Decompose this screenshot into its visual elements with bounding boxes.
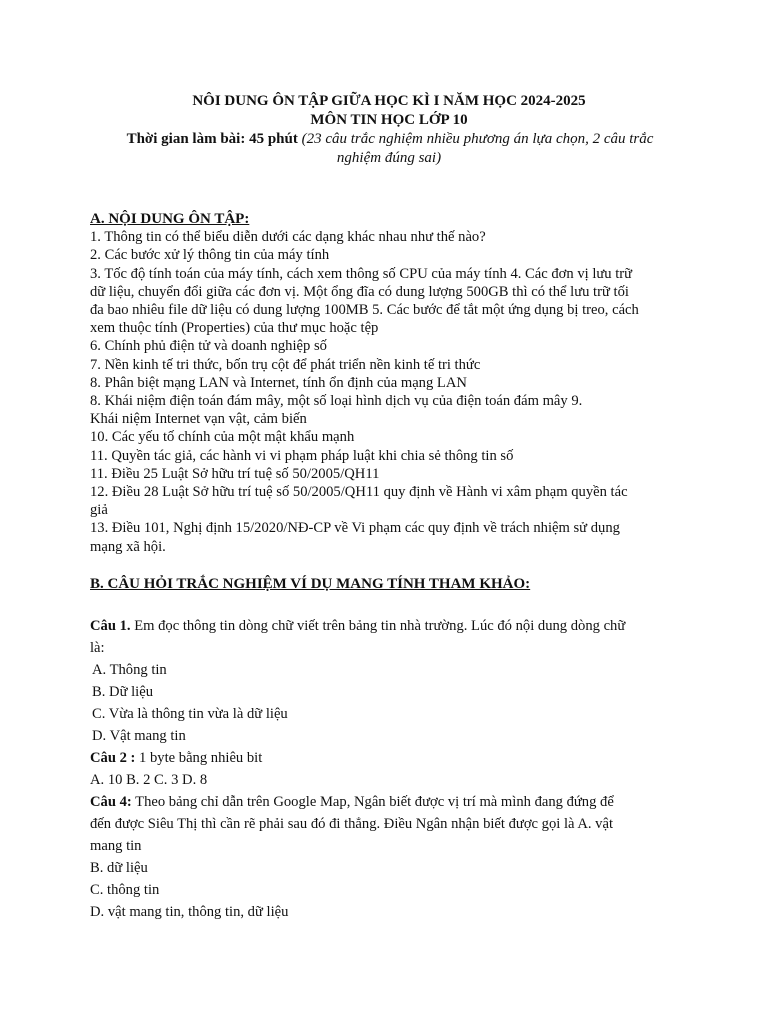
section-a-line: 10. Các yếu tố chính của một mật khẩu mạnh	[90, 429, 355, 446]
section-a-line: dữ liệu, chuyển đổi giữa các đơn vị. Một ổng đĩa có dung lượng 500GB thì có thể lưu trữ tối	[90, 283, 629, 300]
question-1-option: A. Thông tin	[92, 661, 167, 678]
question-4-option: C. thông tin	[90, 881, 160, 898]
question-2-options: A. 10 B. 2 C. 3 D. 8	[90, 771, 208, 788]
section-a-line: 2. Các bước xử lý thông tin của máy tính	[90, 247, 330, 264]
section-a-line: giả	[90, 502, 108, 519]
question-1	[90, 615, 688, 637]
question-4-label: Câu 4:	[90, 793, 132, 810]
section-a-line: 11. Điều 25 Luật Sở hữu trí tuệ số 50/2005/QH11	[90, 465, 380, 482]
section-a	[90, 210, 688, 556]
section-a-line: xem thuộc tính (Properties) của thư mục hoặc tệp	[90, 320, 379, 337]
document-title: NÔI DUNG ÔN TẬP GIỮA HỌC KÌ I NĂM HỌC 2024-2025	[192, 93, 586, 109]
question-1-text: Em đọc thông tin dòng chữ viết trên bảng tin nhà trường. Lúc đó nội dung dòng chữ	[130, 617, 626, 634]
question-4	[90, 791, 688, 813]
section-a-line: 3. Tốc độ tính toán của máy tính, cách xem thông số CPU của máy tính 4. Các đơn vị lưu trữ	[90, 265, 633, 282]
time-info	[92, 130, 688, 149]
section-a-line: Khái niệm Internet vạn vật, cảm biến	[90, 411, 307, 428]
section-a-heading: A. NỘI DUNG ÔN TẬP:	[90, 211, 250, 227]
section-a-line: 7. Nền kinh tế tri thức, bốn trụ cột để phát triển nền kinh tế tri thức	[90, 356, 481, 373]
question-2-label: Câu 2 :	[90, 749, 136, 766]
time-note-1: (23 câu trắc nghiệm nhiều phương án lựa chọn, 2 câu trắc	[301, 131, 654, 147]
section-a-line: mạng xã hội.	[90, 538, 166, 555]
question-4-option: B. dữ liệu	[90, 859, 148, 876]
question-4-option: D. vật mang tin, thông tin, dữ liệu	[90, 903, 289, 920]
section-a-line: 6. Chính phủ điện tử và doanh nghiệp số	[90, 338, 327, 355]
question-1-option: C. Vừa là thông tin vừa là dữ liệu	[92, 705, 288, 722]
section-a-line: 13. Điều 101, Nghị định 15/2020/NĐ-CP về Vi phạm các quy định về trách nhiệm sử dụng	[90, 520, 620, 537]
section-a-line: 8. Phân biệt mạng LAN và Internet, tính ổn định của mạng LAN	[90, 374, 467, 391]
question-4-text-cont: mang tin	[90, 837, 142, 854]
section-a-line: 8. Khái niệm điện toán đám mây, một số loại hình dịch vụ của điện toán đám mây 9.	[90, 393, 583, 410]
question-1-option: D. Vật mang tin	[92, 727, 186, 744]
section-b-questions	[90, 615, 688, 923]
time-note-2: nghiệm đúng sai)	[336, 150, 442, 166]
question-4-text-cont: đến được Siêu Thị thì cần rẽ phải sau đó đi thẳng. Điều Ngân nhận biết được gọi là A. vật	[90, 815, 614, 832]
time-label: Thời gian làm bài: 45 phút	[126, 131, 298, 147]
section-a-line: 11. Quyền tác giả, các hành vi vi phạm pháp luật khi chia sẻ thông tin số	[90, 447, 514, 464]
section-b-heading: B. CÂU HỎI TRẮC NGHIỆM VÍ DỤ MANG TÍNH THAM KHẢO:	[90, 575, 531, 592]
question-2-text: 1 byte bằng nhiêu bit	[135, 749, 263, 766]
section-a-line: đa bao nhiêu file dữ liệu có dung lượng 100MB 5. Các bước để tắt một ứng dụng bị treo, cách	[90, 302, 639, 319]
section-a-line: 12. Điều 28 Luật Sở hữu trí tuệ số 50/2005/QH11 quy định về Hành vi xâm phạm quyền tác	[90, 484, 628, 501]
question-1-option: B. Dữ liệu	[92, 683, 154, 700]
question-4-text: Theo bảng chỉ dẫn trên Google Map, Ngân biết được vị trí mà mình đang đứng để	[131, 793, 614, 810]
question-2	[90, 747, 688, 769]
question-1-text-cont: là:	[90, 639, 105, 656]
section-a-line: 1. Thông tin có thể biểu diễn dưới các dạng khác nhau như thế nào?	[90, 229, 486, 246]
subject-title: MÔN TIN HỌC LỚP 10	[310, 112, 468, 128]
question-1-label: Câu 1.	[90, 617, 131, 634]
document-header	[90, 92, 688, 168]
